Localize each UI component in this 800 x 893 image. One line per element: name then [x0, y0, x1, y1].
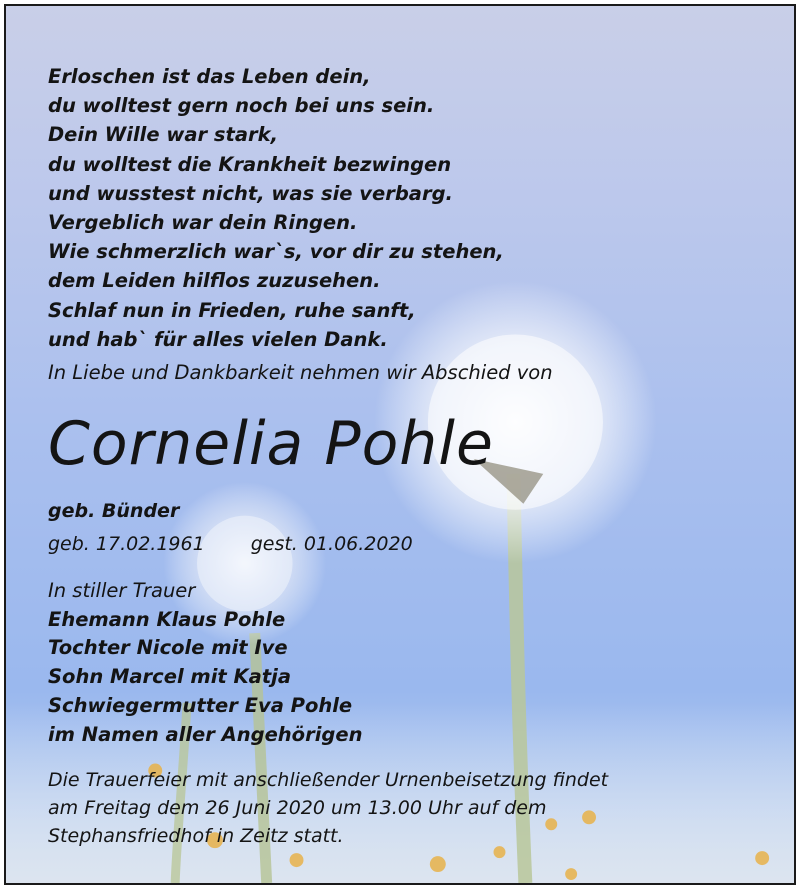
poem-line: und hab` für alles vielen Dank.	[48, 327, 388, 351]
poem-line: Dein Wille war stark,	[48, 123, 279, 147]
life-dates	[48, 533, 413, 555]
poem-line: dem Leiden hilflos zuzusehen.	[48, 269, 381, 293]
farewell-intro: In Liebe und Dankbarkeit nehmen wir Abschied von	[48, 361, 553, 384]
mourner-name: Ehemann Klaus Pohle	[48, 607, 286, 631]
birth-date: geb. 17.02.1961	[48, 533, 205, 555]
poem-line: Vergeblich war dein Ringen.	[48, 211, 358, 235]
poem-line: du wolltest die Krankheit bezwingen	[48, 152, 452, 176]
poem-line: und wusstest nicht, was sie verbarg.	[48, 181, 453, 205]
mourners-block	[48, 577, 362, 749]
poem-line: du wolltest gern noch bei uns sein.	[48, 94, 435, 118]
poem-line: Schlaf nun in Frieden, ruhe sanft,	[48, 298, 416, 322]
memorial-poem	[48, 62, 504, 354]
death-date: gest. 01.06.2020	[250, 533, 413, 555]
deceased-name: Cornelia Pohle	[48, 409, 494, 479]
mourner-name: Schwiegermutter Eva Pohle	[48, 693, 353, 717]
poem-line: Erloschen ist das Leben dein,	[48, 65, 371, 88]
mourner-name: Sohn Marcel mit Katja	[48, 665, 291, 689]
mourner-name: Tochter Nicole mit Ive	[48, 636, 288, 660]
mourners-heading: In stiller Trauer	[48, 579, 196, 602]
obituary-card	[4, 4, 796, 885]
funeral-service-info	[48, 766, 608, 850]
obituary-content	[6, 6, 794, 883]
service-line: am Freitag dem 26 Juni 2020 um 13.00 Uhr auf dem	[48, 797, 547, 819]
service-line: Stephansfriedhof in Zeitz statt.	[48, 825, 344, 847]
poem-line: Wie schmerzlich war`s, vor dir zu stehen,	[48, 240, 504, 264]
mourner-name: im Namen aller Angehörigen	[48, 722, 363, 746]
service-line: Die Trauerfeier mit anschließender Urnenbeisetzung findet	[48, 769, 609, 791]
maiden-name: geb. Bünder	[48, 500, 180, 522]
